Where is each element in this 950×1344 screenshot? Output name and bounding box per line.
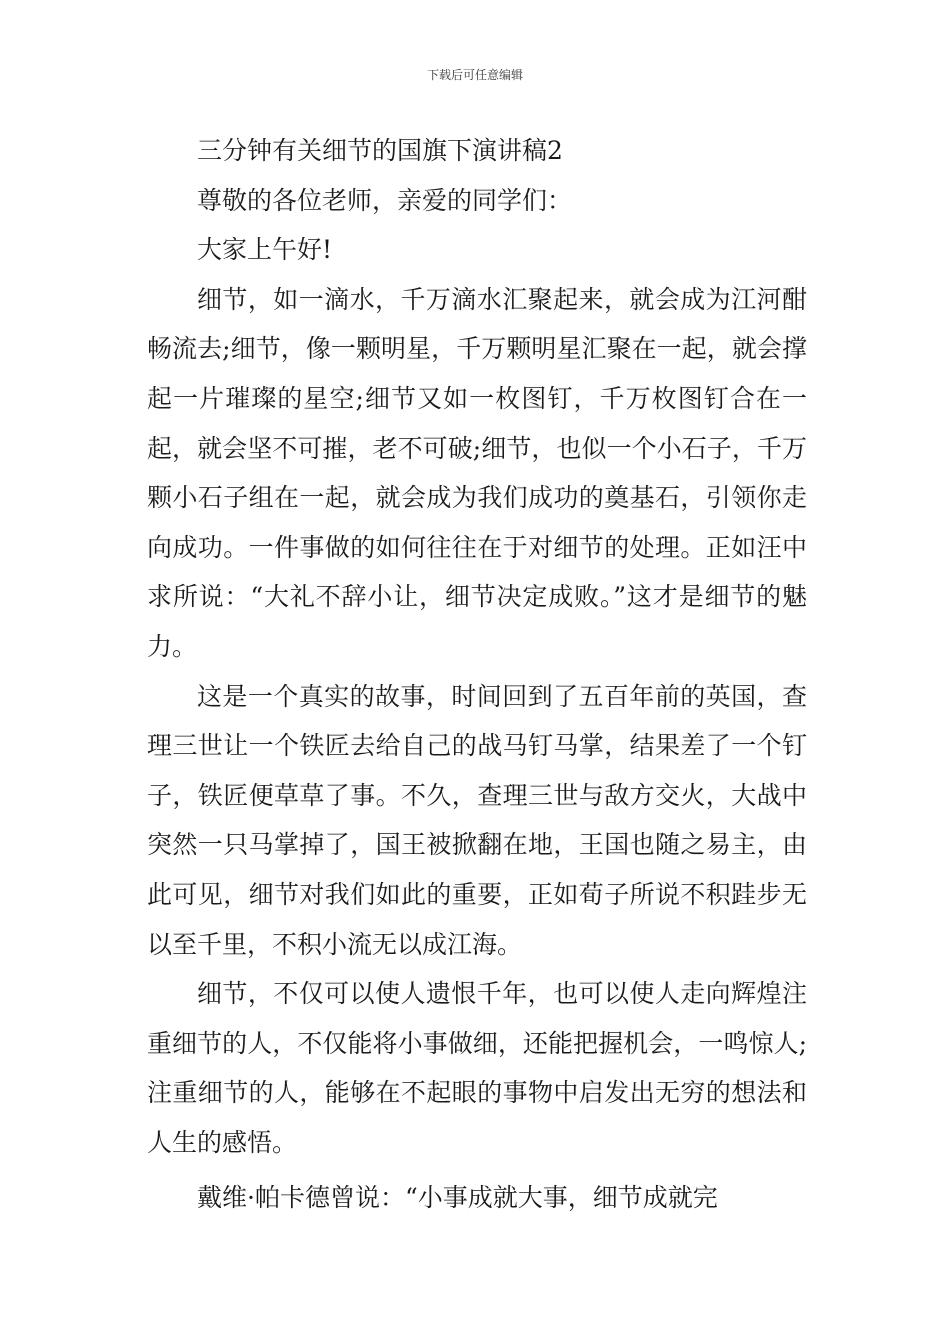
greeting: 大家上午好! <box>197 235 333 265</box>
document-body <box>147 126 807 1223</box>
paragraph-2: 这是一个真实的故事，时间回到了五百年前的英国，查理三世让一个铁匠去给自己的战马钉马掌，结果差了一个钉子，铁匠便草草了事。不久，查理三世与敌方交火，大战中突然一只马掌掉了，国王被掀翻在地，王国也随之易主，由此可见，细节对我们如此的重要，正如荀子所说不积跬步无以至千里，不积小流无以成江海。 <box>147 681 807 959</box>
salutation: 尊敬的各位老师，亲爱的同学们： <box>197 185 573 215</box>
paragraph-3: 细节，不仅可以使人遗恨千年，也可以使人走向辉煌注重细节的人，不仅能将小事做细，还能把握机会，一鸣惊人;注重细节的人，能够在不起眼的事物中启发出无穷的想法和人生的感悟。 <box>147 979 807 1157</box>
paragraph-4: 戴维·帕卡德曾说：“小事成就大事，细节成就完 <box>197 1183 718 1213</box>
paragraph-1: 细节，如一滴水，千万滴水汇聚起来，就会成为江河酣畅流去;细节，像一颗明星，千万颗明星汇聚在一起，就会撑起一片璀璨的星空;细节又如一枚图钉，千万枚图钉合在一起，就会坚不可摧，老不可破;细节，也似一个小石子，千万颗小石子组在一起，就会成为我们成功的奠基石，引领你走向成功。一件事做的如何往往在于对细节的处理。正如汪中求所说：“大礼不辞小让，细节决定成败。”这才是细节的魅力。 <box>147 284 807 661</box>
document-title: 三分钟有关细节的国旗下演讲稿2 <box>197 136 563 165</box>
header-note: 下载后可任意编辑 <box>426 68 523 82</box>
